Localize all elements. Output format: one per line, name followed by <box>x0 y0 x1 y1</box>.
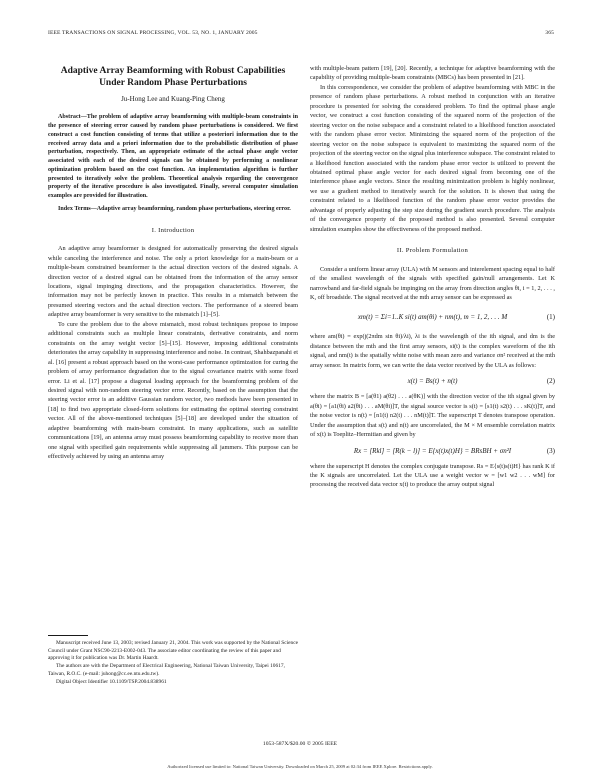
section-heading-formulation: II. Problem Formulation <box>396 247 469 255</box>
running-header-journal: IEEE TRANSACTIONS ON SIGNAL PROCESSING, VOL. 53, NO. 1, JANUARY 2005 <box>48 30 258 36</box>
equation-1 <box>310 302 555 332</box>
intro-paragraph-1: An adaptive array beamformer is designed for automatically preserving the desired signals while canceling the interference and noise. The only a priori knowledge for a main-beam or a multiple-beam constrained beamformer is the actual direction vectors of the desired signals. A direction vector of a desired signal can be obtained from the information of the array sensor locations, signal impinging directions, and the propagation characteristics. However, the information may not be perfectly known in practice. This results in a mismatch between the presumed steering vectors and the actual direction vectors. The performance of a steered beam adaptive array beamformer is very sensitive to the mismatch [1]–[5]. <box>48 245 298 319</box>
paper-authors: Ju-Hong Lee and Kuang-Ping Cheng <box>121 95 225 103</box>
footnote-rule <box>48 635 88 636</box>
left-column <box>48 64 298 462</box>
equation-1-body: xm(t) = Σi=1..K si(t) am(θi) + nm(t), m = 1, 2, . . . M <box>357 313 508 322</box>
right-column <box>310 64 555 490</box>
license-notice: Authorized licensed use limited to: National Taiwan University. Downloaded on March 25, 2009 at 02:34 from IEEE Xplore. Restrictions apply. <box>167 764 433 769</box>
copyright-line: 1053-587X/$20.00 © 2005 IEEE <box>262 741 338 747</box>
abstract: Abstract—The problem of adaptive array beamforming with multiple-beam constraints in the presence of steering error caused by random phase perturbations is considered. We first construct a cost function consisting of terms that utilize a posteriori information due to the received array data and a priori information due to the probabilistic distribution of phase perturbation, respectively. Then, an appropriate estimate of the actual phase angle vector associated with each of the desired signals can be obtained by performing a nonlinear optimization problem based on the cost function. An implementation algorithm is further presented to iteratively solve the problem. Theoretical analysis regarding the convergence property of the iterative procedure is also investigated. Finally, several computer simulation examples are provided for illustration. <box>48 114 298 200</box>
where-paragraph-1: where am(θi) = exp(j(2πdm sin θi)/λi), λi is the wavelength of the ith signal, and dm is the distance between the mth and the first array sensors, si(t) is the complex waveform of the ith signal, and nm(t) is the spatially white noise with mean zero and variance σn² received at the mth array sensor. In matrix form, we can write the data vector received by the ULA as follows: <box>310 333 555 369</box>
footnote <box>48 640 298 686</box>
equation-3-body: Rx = [Rkl] = [R(k − l)] = E{x(t)x(t)H} = BRsBH + σn²I <box>353 446 512 455</box>
equation-2-body: x(t) = Bs(t) + n(t) <box>407 377 458 386</box>
index-terms: Index Terms—Adaptive array beamforming, random phase perturbations, steering error. <box>58 205 291 212</box>
section-heading-introduction: I. Introduction <box>151 226 195 234</box>
footnote-affiliation: The authors are with the Department of Electrical Engineering, National Taiwan University, Taipei 10617, Taiwan, R.O.C. (e-mail: juhong@cc.ee.ntu.edu.tw). <box>48 663 285 677</box>
equation-3 <box>310 440 555 462</box>
where-paragraph-2: where the matrix B = [a(θ1) a(θ2) . . . a(θK)] with the direction vector of the ith signal given by a(θi) = [a1(θi) a2(θi) . . . aM(θi)]T, the signal source vector is s(t) = [s1(t) s2(t) . . . sK(t)]T, and the noise vector is n(t) = [n1(t) n2(t) . . . nM(t)]T. The superscript T denotes transpose operation. Under the assumption that s(t) and n(t) are uncorrelated, the M × M ensemble correlation matrix of x(t) is Toeplitz–Hermitian and given by <box>310 393 555 439</box>
continued-paragraph: with multiple-beam pattern [19], [20]. Recently, a technique for adaptive beamforming with the capability of providing multiple-beam constraints (MBCs) has been presented in [21]. <box>310 65 555 82</box>
paper-title: Adaptive Array Beamforming with Robust Capabilities Under Random Phase Perturbations <box>60 66 286 88</box>
page-number: 365 <box>545 30 554 36</box>
intro-paragraph-2: To cure the problem due to the above mismatch, most robust techniques propose to impose additional constraints such as multiple linear constraints, derivative constraints, and norm constraints on the array weight vector [5]–[15]. However, imposing additional constraints deteriorates the array capability in suppressing interference and noise. In contrast, Shahbazpanahi et al. [16] present a robust approach based on the worst-case performance optimization for curing the problem of array performance degradation due to the signal covariance matrix with some fixed error. Li et al. [17] propose a diagonal loading approach for the beamforming problem of the desired signal with non-random steering vector error. Recently, based on the assumption that the steering vector error is an additive Gaussian random vector, two methods have been presented in [18] to find two appropriate closed-form solutions for estimating the optimal steering constraint vector. All of the above-mentioned techniques [5]–[18] are developed under the situation of adaptive beamforming with main-beam constraint. In many applications, such as satellite communications [19], an antenna array must possess beamforming capability to receive more than one signal with specified gain requirements while suppressing all jammers. This purpose can be effectively achieved by using an antenna array <box>48 320 298 461</box>
equation-2 <box>310 370 555 392</box>
where-paragraph-3: where the superscript H denotes the complex conjugate transpose. Rs = E{s(t)s(t)H} has rank K if the K signals are uncorrelated. Let the ULA use a weight vector w = [w1 w2 . . . wM] for processing the received data vector x(t) to produce the array output signal <box>310 462 555 489</box>
equation-3-number: (3) <box>546 446 555 455</box>
footnote-doi: Digital Object Identifier 10.1109/TSP.2004.838961 <box>56 678 167 685</box>
formulation-paragraph: Consider a uniform linear array (ULA) with M sensors and interelement spacing equal to half of the smallest wavelength of the signals with specified gain/null arrangements. Let K narrowband and far-field signals be impinging on the array from direction angles θi, i = 1, 2, . . . , K, off broadside. The signal received at the mth array sensor can be expressed as <box>310 265 555 301</box>
equation-1-number: (1) <box>546 313 555 322</box>
correspondence-paragraph: In this correspondence, we consider the problem of adaptive beamforming with MBC in the presence of random phase perturbations. A robust method in conjunction with an iterative procedure is presented for solving the considered problem. To find the optimal phase angle vector, we construct a cost function consisting of the squared norm of the projection of the steering vector on the noise subspace and a constraint related to a likelihood function associated with the random phase error vector. Minimizing the squared norm of the projection of the steering vector on the noise subspace is equivalent to maximizing the squared norm of the projection of the steering vector on the signal plus interference subspace. The constraint related to a likelihood function associated with the random phase error vector is utilized to prevent the obtained optimal phase angle vector for each desired signal from becoming one of the interference phase angle vectors. Since the resulting minimization problem is highly nonlinear, we use a gradient method to iteratively search for the solution. It is shown that using the constraint related to a likelihood function of the random phase error vector provides the advantage of properly adjusting the step size during the gradient search procedure. The analysis of the convergence property of the proposed method is also presented. Several computer simulation examples show the effectiveness of the proposed method. <box>310 83 555 233</box>
footnote-received: Manuscript received June 13, 2003; revised January 21, 2004. This work was supported by the National Science Council under Grant NSC90-2213-E002-043. The associate editor coordinating the review of this paper and approving it for publication was Dr. Martin Haardt. <box>48 640 298 662</box>
equation-2-number: (2) <box>546 377 555 386</box>
